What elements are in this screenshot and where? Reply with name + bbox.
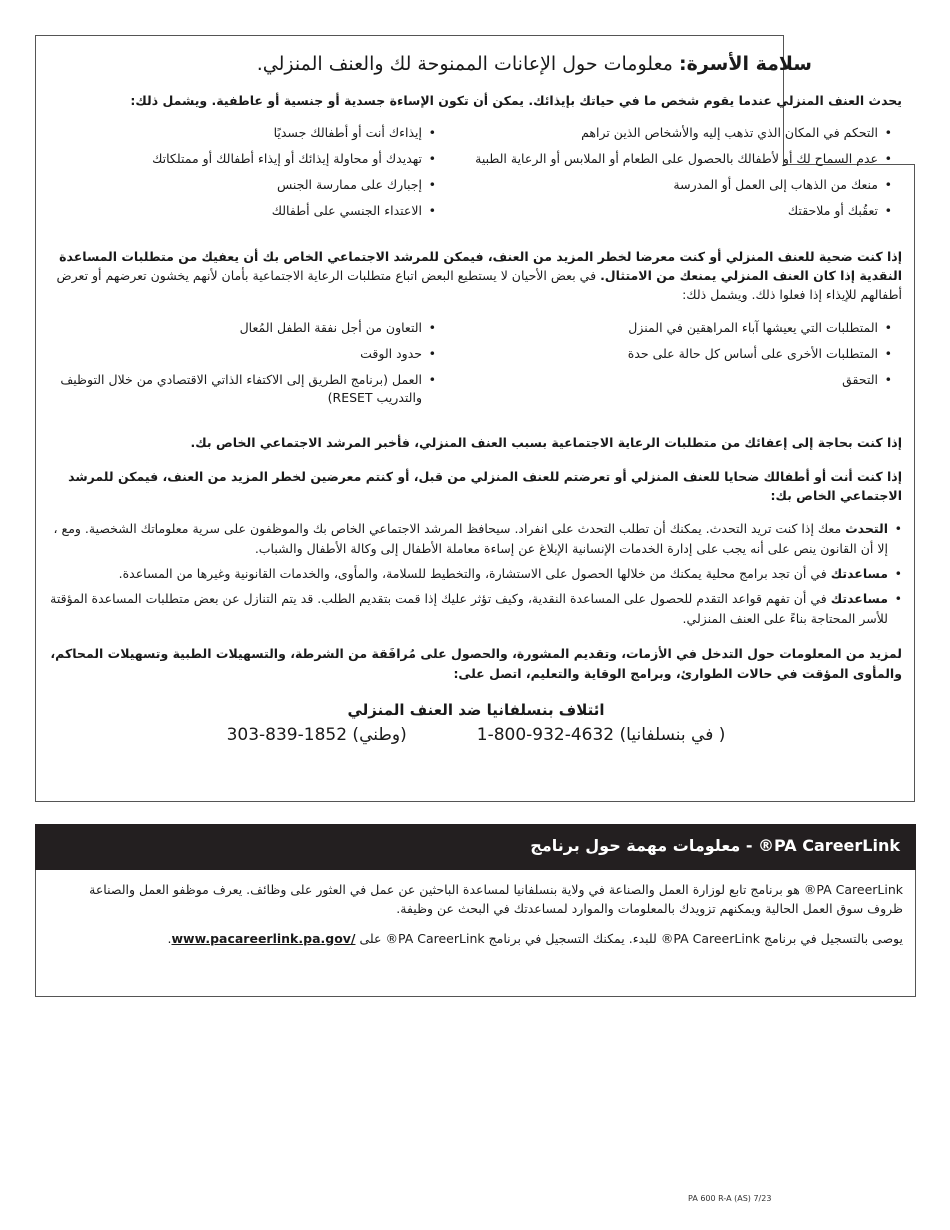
family-safety-content <box>50 52 902 745</box>
need-exemption-text: إذا كنت بحاجة إلى إعفائك من متطلبات الرعاية الاجتماعية بسبب العنف المنزلي، فأخبر المرشد الاجتماعي الخاص بك. <box>190 435 902 451</box>
section-title <box>50 52 902 77</box>
list-item <box>50 519 902 558</box>
section-title-rest: معلومات حول الإعانات الممنوحة لك والعنف المنزلي. <box>256 53 673 75</box>
list-item: • إجبارك على ممارسة الجنس <box>50 176 436 194</box>
abuse-list-left <box>50 124 436 229</box>
victim-normal: في بعض الأحيان لا يستطيع البعض اتباع متطلبات الرعاية الاجتماعية بأمان لأنهم يخشون تعرضهم أو تعرض أطفالهم للإيذاء إذا فعلوا ذلك. ويشمل ذلك: <box>56 267 902 303</box>
requirements-examples <box>50 319 902 416</box>
coalition-name: ائتلاف بنسلفانيا ضد العنف المنزلي <box>347 700 605 719</box>
help-item-text: معك إذا كنت تريد التحدث. يمكنك أن تطلب التحدث على انفراد. سيحافظ المرشد الاجتماعي الخاص بك والموظفون على سرية معلوماتك الشخصية. ومع ، إلا أن القانون ينص على أنه يجب على إدارة الخدمات الإنسانية الإبلاغ عن إساءة معاملة الأطفال إلى وكالة الأطفال والشباب. <box>53 521 888 556</box>
careerlink-banner <box>35 824 916 870</box>
list-item: • عدم السماح لك أو لأطفالك بالحصول على الطعام أو الملابس أو الرعاية الطبية <box>436 150 892 168</box>
help-item-bold: مساعدتك <box>830 591 888 607</box>
register-end: . <box>167 930 172 946</box>
list-item: • العمل (برنامج الطريق إلى الاكتفاء الذاتي الاقتصادي من خلال التوظيف والتدريب RESET) <box>50 371 436 407</box>
help-item-bold: التحدث <box>845 521 888 537</box>
phone-numbers <box>50 725 902 745</box>
list-item: • التحقق <box>436 371 892 389</box>
victim-bold: إذا كنت ضحية للعنف المنزلي أو كنت معرضا لخطر المزيد من العنف، فيمكن للمرشد الاجتماعي الخاص بك أن يعفيك من متطلبات المساعدة النقدية إذا كان العنف المنزلي يمنعك من الامتثال. <box>59 248 902 283</box>
list-item: • الاعتداء الجنسي على أطفالك <box>50 202 436 220</box>
more-info-text: لمزيد من المعلومات حول التدخل في الأزمات، وتقديم المشورة، والحصول على مُرافَقة من الشرطة، والتسهيلات الطبية وتسهيلات المحاكم، والمأوى المؤقت في حالات الطوارئ، وبرامج الوقاية والتعليم، اتصل على: <box>50 646 902 681</box>
list-item <box>50 589 902 628</box>
list-item: • التحكم في المكان الذي تذهب إليه والأشخاص الذين تراهم <box>436 124 892 142</box>
careerlink-content <box>55 880 903 958</box>
list-item: • المتطلبات الأخرى على أساس كل حالة على حدة <box>436 345 892 363</box>
phone-state[interactable]: 1-800-932-4632 (في بنسلفانيا ) <box>476 724 726 745</box>
list-item: • المتطلبات التي يعيشها آباء المراهقين في المنزل <box>436 319 892 337</box>
list-item: • إيذاءك أنت أو أطفالك جسديًا <box>50 124 436 142</box>
help-item-text: في أن تفهم قواعد التقدم للحصول على المساعدة النقدية، وكيف تؤثر عليك إذا قمت بتقديم الطلب. قد يتم التنازل عن بعض متطلبات المساعدة المؤقتة للأسر المحتاجة بناءً على العنف المنزلي. <box>50 591 888 626</box>
list-item: • حدود الوقت <box>50 345 436 363</box>
help-item-text: في أن تجد برامج محلية يمكنك من خلالها الحصول على الاستشارة، والتخطيط للسلامة، والمأوى، والخدمات القانونية وغيرها من المساعدة. <box>118 566 831 582</box>
help-item-bold: مساعدتك <box>830 566 888 582</box>
caseworker-help-list <box>50 519 902 628</box>
list-item: • التعاون من أجل نفقة الطفل المُعال <box>50 319 436 337</box>
victim-paragraph <box>50 247 902 305</box>
domestic-violence-intro: يحدث العنف المنزلي عندما يقوم شخص ما في حياتك بإيذائك. يمكن أن تكون الإساءة جسدية أو جنسية أو عاطفية. ويشمل ذلك: <box>130 92 902 108</box>
requirements-list-left <box>50 319 436 416</box>
careerlink-description: PA CareerLink® هو برنامج تابع لوزارة العمل والصناعة في ولاية بنسلفانيا لمساعدة الباحثين عن عمل في العثور على وظائف. يعرف موظفو العمل والصناعة ظروف سوق العمل الحالية ويمكنهم تزويدك بالمعلومات والموارد لمساعدتك في البحث عن وظيفة. <box>89 882 903 917</box>
abuse-examples <box>50 124 902 229</box>
careerlink-url-link[interactable]: www.pacareerlink.pa.gov/ <box>171 930 356 946</box>
if-victims-text: إذا كنت أنت أو أطفالك ضحايا للعنف المنزلي أو تعرضتم للعنف المنزلي من قبل، أو كنتم معرضين لخطر المزيد من العنف، فيمكن للمرشد الاجتماعي الخاص بك: <box>68 468 902 503</box>
list-item: • تعقُبك أو ملاحقتك <box>436 202 892 220</box>
careerlink-register <box>55 929 903 948</box>
register-text: يوصى بالتسجيل في برنامج PA CareerLink® للبدء. يمكنك التسجيل في برنامج PA CareerLink® على <box>355 930 903 946</box>
list-item: • تهديدك أو محاولة إيذائك أو إيذاء أطفالك أو ممتلكاتك <box>50 150 436 168</box>
section-title-bold: سلامة الأسرة: <box>679 53 812 75</box>
requirements-list-right <box>436 319 902 416</box>
form-identifier: PA 600 R-A (AS) 7/23 <box>688 1194 772 1203</box>
list-item <box>50 564 902 583</box>
banner-title: PA CareerLink® - معلومات مهمة حول برنامج <box>530 836 900 855</box>
abuse-list-right <box>436 124 902 229</box>
phone-national[interactable]: 303-839-1852 (وطني) <box>226 724 407 745</box>
list-item: • منعك من الذهاب إلى العمل أو المدرسة <box>436 176 892 194</box>
